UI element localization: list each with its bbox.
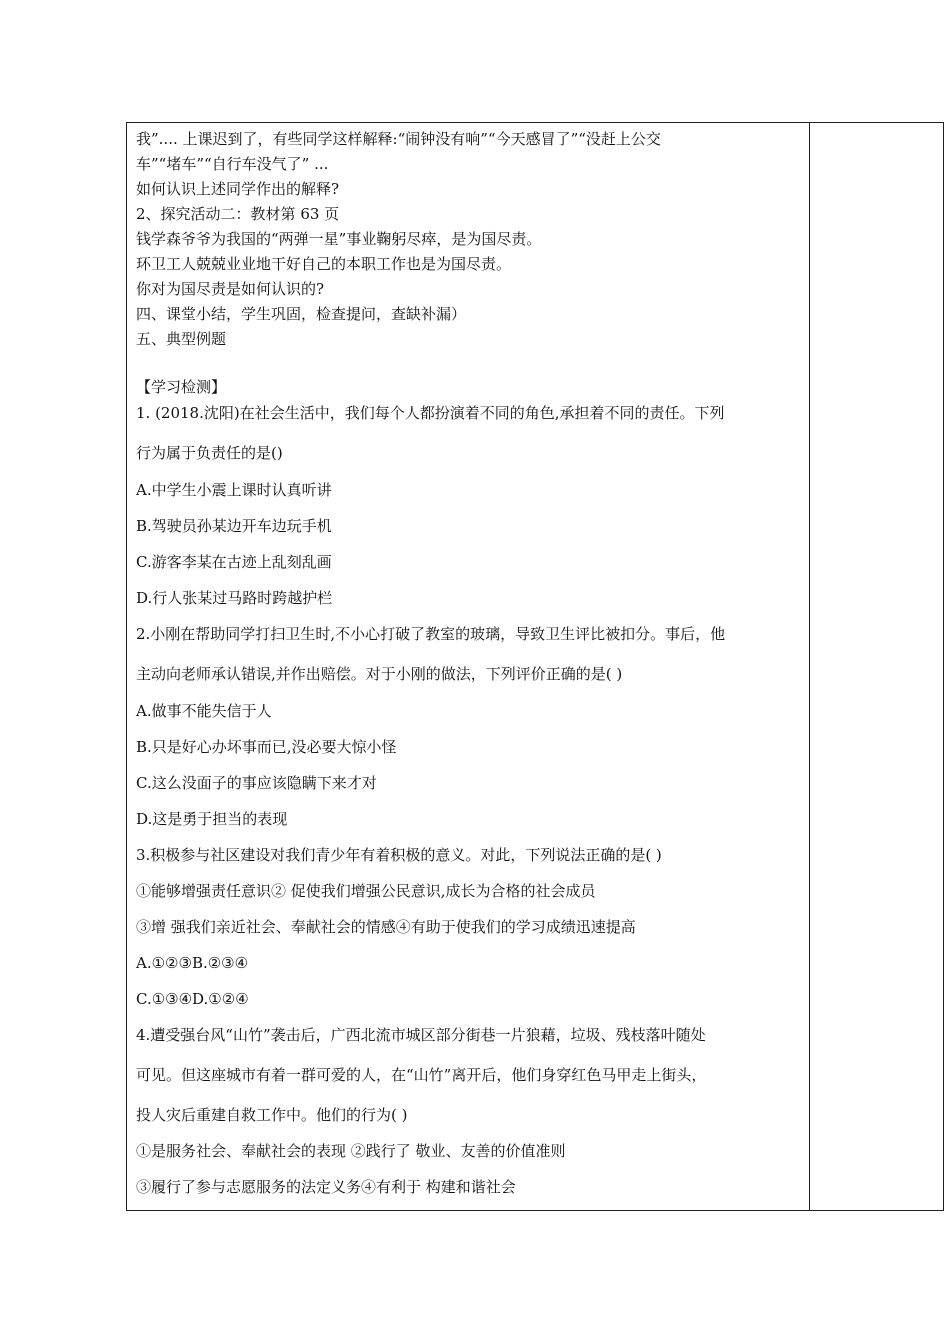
question-line: B.驾驶员孙某边开车边玩手机 — [136, 517, 332, 535]
text-line: 车”“堵车”“自行车没气了” ... — [136, 155, 329, 173]
question-line: 主动向老师承认错误,并作出赔偿。对于小刚的做法，下列评价正确的是( ) — [136, 665, 623, 683]
question-line: D.行人张某过马路时跨越护栏 — [136, 589, 333, 607]
section-title: 【学习检测】 — [136, 378, 227, 396]
lesson-table — [126, 122, 944, 1211]
column-divider — [809, 123, 810, 1210]
question-line: 行为属于负责任的是() — [136, 444, 283, 462]
question-line: C.①③④D.①②④ — [136, 990, 249, 1008]
question-line: D.这是勇于担当的表现 — [136, 810, 288, 828]
text-line: 你对为国尽责是如何认识的? — [136, 280, 325, 298]
question-line: 4.遭受强台风“山竹”袭击后，广西北流市城区部分街巷一片狼藉，垃圾、残枝落叶随处 — [136, 1026, 706, 1044]
question-line: A.做事不能失信于人 — [136, 702, 272, 720]
text-line: 钱学森爷爷为我国的“两弹一星”事业鞠躬尽瘁，是为国尽责。 — [136, 230, 542, 248]
text-line: 环卫工人兢兢业业地干好自己的本职工作也是为国尽责。 — [136, 255, 512, 273]
text-line: 如何认识上述同学作出的解释? — [136, 180, 340, 198]
question-line: ③增 强我们亲近社会、奉献社会的情感④有助于使我们的学习成绩迅速提高 — [136, 918, 636, 936]
question-line: B.只是好心办坏事而已,没必要大惊小怪 — [136, 738, 397, 756]
question-line: A.①②③B.②③④ — [136, 954, 249, 972]
question-line: 2.小刚在帮助同学打扫卫生时,不小心打破了教室的玻璃，导致卫生评比被扣分。事后，他 — [136, 625, 726, 643]
question-line: C.游客李某在古迹上乱刻乱画 — [136, 553, 332, 571]
text-line: 五、典型例题 — [136, 330, 227, 348]
text-line: 2、探究活动二：教材第 63 页 — [136, 205, 340, 223]
question-line: 1. (2018.沈阳)在社会生活中，我们每个人都扮演着不同的角色,承担着不同的责任。下列 — [136, 404, 725, 422]
question-line: ①能够增强责任意识② 促使我们增强公民意识,成长为合格的社会成员 — [136, 882, 596, 900]
question-line: ①是服务社会、奉献社会的表现 ②践行了 敬业、友善的价值准则 — [136, 1142, 566, 1160]
question-line: ③履行了参与志愿服务的法定义务④有利于 构建和谐社会 — [136, 1178, 516, 1196]
question-line: 投人灾后重建自救工作中。他们的行为( ) — [136, 1106, 408, 1124]
question-line: 可见。但这座城市有着一群可爱的人，在“山竹”离开后，他们身穿红色马甲走上街头， — [136, 1066, 707, 1084]
question-line: 3.积极参与社区建设对我们青少年有着积极的意义。对此，下列说法正确的是( ) — [136, 846, 662, 864]
text-line: 四、课堂小结，学生巩固，检查提问，查缺补漏） — [136, 305, 467, 323]
question-line: A.中学生小震上课时认真听讲 — [136, 481, 332, 499]
question-line: C.这么没面子的事应该隐瞒下来才对 — [136, 774, 377, 792]
text-line: 我”.... 上课迟到了，有些同学这样解释:“闹钟没有响”“今天感冒了”“没赶上公交 — [136, 130, 661, 148]
